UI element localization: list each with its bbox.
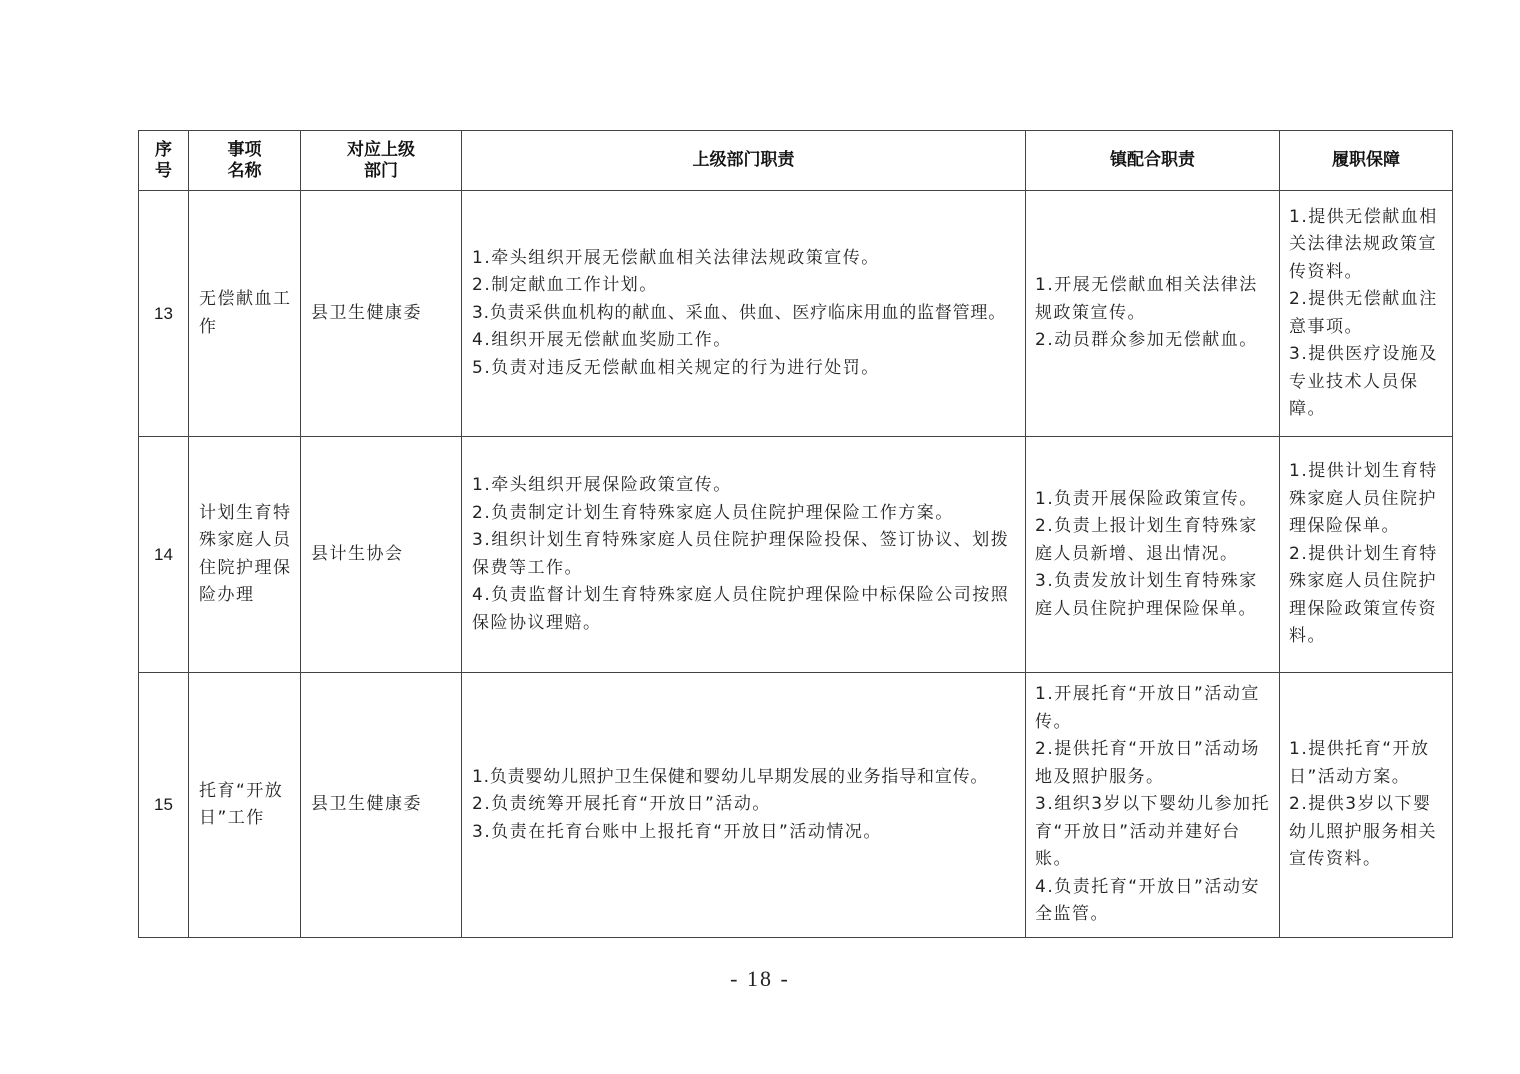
duty-item: 3.负责采供血机构的献血、采血、供血、医疗临床用血的监督管理。	[472, 302, 1007, 323]
duty-item: 3.组织计划生育特殊家庭人员住院护理保险投保、签订协议、划拨保费等工作。	[472, 530, 1010, 578]
duty-item: 3.负责发放计划生育特殊家庭人员住院护理保险保单。	[1035, 571, 1258, 619]
duty-item: 3.组织3岁以下婴幼儿参加托育“开放日”活动并建好台账。	[1035, 794, 1271, 870]
duty-item: 2.负责上报计划生育特殊家庭人员新增、退出情况。	[1035, 516, 1258, 564]
table-row	[139, 437, 1453, 673]
duty-item: 1.牵头组织开展无偿献血相关法律法规政策宣传。	[472, 247, 880, 268]
guarantee-item: 1.提供计划生育特殊家庭人员住院护理保险保单。	[1289, 461, 1438, 537]
superior-dept: 县卫生健康委	[301, 191, 462, 437]
duty-item: 2.动员群众参加无偿献血。	[1035, 330, 1258, 351]
superior-duties	[462, 191, 1026, 437]
duty-table	[138, 130, 1453, 938]
superior-duties	[462, 673, 1026, 938]
item-name: 计划生育特殊家庭人员住院护理保险办理	[189, 437, 301, 673]
guarantee	[1280, 191, 1453, 437]
duty-item: 1.牵头组织开展保险政策宣传。	[472, 475, 732, 495]
town-duties	[1026, 191, 1280, 437]
superior-dept: 县卫生健康委	[301, 673, 462, 938]
duty-item: 2.制定献血工作计划。	[472, 275, 658, 296]
superior-dept: 县计生协会	[301, 437, 462, 673]
header-guarantee: 履职保障	[1280, 131, 1453, 191]
guarantee-item: 2.提供无偿献血注意事项。	[1289, 289, 1438, 337]
duty-item: 2.提供托育“开放日”活动场地及照护服务。	[1035, 739, 1260, 787]
header-no: 序 号	[139, 131, 189, 191]
header-row	[139, 131, 1453, 191]
duty-item: 1.负责婴幼儿照护卫生保健和婴幼儿早期发展的业务指导和宣传。	[472, 766, 989, 787]
item-name: 托育“开放日”工作	[189, 673, 301, 938]
guarantee	[1280, 673, 1453, 938]
guarantee-item: 2.提供3岁以下婴幼儿照护服务相关宣传资料。	[1289, 794, 1437, 870]
header-dept: 对应上级 部门	[301, 131, 462, 191]
guarantee-item: 2.提供计划生育特殊家庭人员住院护理保险政策宣传资料。	[1289, 543, 1438, 647]
guarantee-item: 1.提供无偿献血相关法律法规政策宣传资料。	[1289, 206, 1438, 282]
duty-item: 3.负责在托育台账中上报托育“开放日”活动情况。	[472, 821, 882, 842]
guarantee	[1280, 437, 1453, 673]
town-duties	[1026, 673, 1280, 938]
guarantee-item: 1.提供托育“开放日”活动方案。	[1289, 739, 1430, 787]
duty-item: 2.负责统筹开展托育“开放日”活动。	[472, 794, 771, 815]
row-number: 13	[139, 191, 189, 437]
item-name: 无偿献血工作	[189, 191, 301, 437]
duty-item: 4.负责托育“开放日”活动安全监管。	[1035, 876, 1260, 925]
duty-item: 1.负责开展保险政策宣传。	[1035, 488, 1258, 509]
duty-item: 2.负责制定计划生育特殊家庭人员住院护理保险工作方案。	[472, 502, 954, 523]
duty-item: 4.负责监督计划生育特殊家庭人员住院护理保险中标保险公司按照保险协议理赔。	[472, 585, 1010, 633]
duty-item: 5.负责对违反无偿献血相关规定的行为进行处罚。	[472, 357, 880, 378]
table-row	[139, 191, 1453, 437]
header-town-duties: 镇配合职责	[1026, 131, 1280, 191]
duty-item: 1.开展托育“开放日”活动宣传。	[1035, 684, 1260, 732]
town-duties	[1026, 437, 1280, 673]
page-number: - 18 -	[730, 966, 790, 991]
superior-duties	[462, 437, 1026, 673]
header-superior-duties: 上级部门职责	[462, 131, 1026, 191]
duty-item: 4.组织开展无偿献血奖励工作。	[472, 330, 732, 351]
table-row	[139, 673, 1453, 938]
header-name: 事项 名称	[189, 131, 301, 191]
duty-item: 1.开展无偿献血相关法律法规政策宣传。	[1035, 275, 1258, 323]
row-number: 14	[139, 437, 189, 673]
guarantee-item: 3.提供医疗设施及专业技术人员保障。	[1289, 344, 1438, 419]
row-number: 15	[139, 673, 189, 938]
